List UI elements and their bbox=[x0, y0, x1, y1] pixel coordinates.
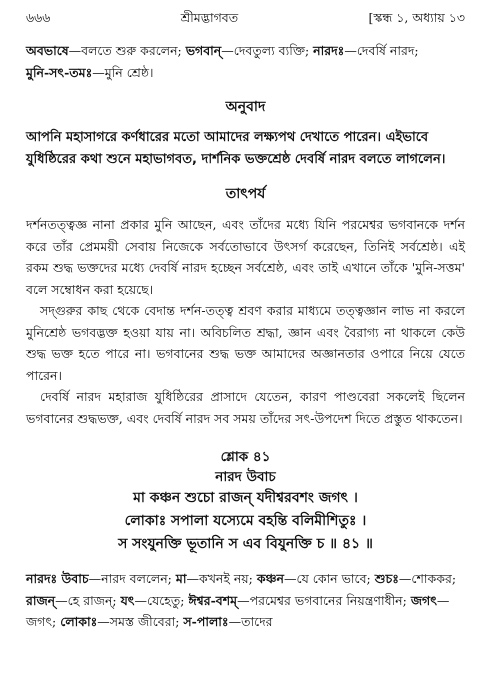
gloss-term: রাজন্‌ bbox=[26, 592, 56, 608]
gloss-term: মুনি-সৎ-তমঃ bbox=[26, 64, 93, 80]
gloss-term: ভগবান্‌ bbox=[185, 43, 222, 58]
gloss-meaning: —কখনই নয়; bbox=[186, 571, 257, 586]
gloss-term: স-পালাঃ bbox=[183, 614, 229, 629]
gloss-term: ঈশ্বর-বশম্‌ bbox=[188, 592, 238, 608]
synonyms-top bbox=[26, 40, 465, 83]
verse-line-3: স সংযুনক্তি ভূতানি স এব বিযুনক্তি চ ॥ ৪১ ॥ bbox=[118, 536, 373, 552]
verse-line-2: লোকাঃ সপালা যস্যেমে বহন্তি বলিমীশিতুঃ । bbox=[124, 513, 367, 529]
translation-text: আপনি মহাসাগরে কর্ণধারের মতো আমাদের লক্ষ্যপথ দেখাতে পারেন। এইভাবে যুধিষ্ঠিরের কথা শুনে মহাভাগবত, দার্শনিক ভক্তশ্রেষ্ঠ দেবর্ষি নারদ বলতে লাগলেন। bbox=[26, 130, 446, 167]
gloss-term: কঞ্চন bbox=[256, 571, 284, 586]
gloss-meaning: —দেবতুল্য ব্যক্তি; bbox=[221, 43, 314, 58]
purport-paragraph-2: সদ্‌গুরুর কাছ থেকে বেদান্ত দর্শন-তত্ত্ব শ্রবণ করার মাধ্যমে তত্ত্বজ্ঞান লাভ না করলে মুনিশ্রেষ্ঠ ভগবদ্ভক্ত হওয়া যায় না। অবিচলিত শ্রদ্ধা, জ্ঞান এবং বৈরাগ্য না থাকলে কেউ শুদ্ধ ভক্ত হতে পারে না। ভগবানের শুদ্ধ ভক্ত আমাদের অজ্ঞানতার ওপারে নিয়ে যেতে পারেন। bbox=[26, 303, 465, 383]
gloss-term: মা bbox=[175, 571, 187, 586]
gloss-meaning: —মুনি শ্রেষ্ঠ। bbox=[92, 64, 154, 80]
gloss-term: অবভাষে bbox=[26, 43, 69, 58]
gloss-meaning: —দেবর্ষি নারদ; bbox=[344, 43, 419, 58]
purport-paragraph-3: দেবর্ষি নারদ মহারাজ যুধিষ্ঠিরের প্রাসাদে যেতেন, কারণ পাণ্ডবেরা সকলেই ছিলেন ভগবানের শুদ্ধভক্ত, এবং দেবর্ষি নারদ সব সময় তাঁদের সৎ-উপদেশ দিতে প্রস্তুত থাকতেন। bbox=[26, 389, 465, 426]
verse-line-1: মা কঞ্চন শুচো রাজন্ যদীশ্বরবশং জগৎ । bbox=[133, 490, 358, 506]
purport-heading: তাৎপর্য bbox=[225, 186, 266, 202]
verse-number: শ্লোক ৪১ bbox=[220, 449, 271, 465]
gloss-term: জগৎ bbox=[410, 592, 437, 608]
translation-heading: অনুবাদ bbox=[225, 99, 266, 115]
verse-block bbox=[26, 447, 465, 556]
gloss-meaning: —বলতে শুরু করলেন; bbox=[68, 43, 186, 58]
gloss-meaning: —তাদের bbox=[228, 614, 273, 629]
gloss-term: যৎ bbox=[120, 592, 135, 608]
gloss-term: লোকাঃ bbox=[60, 614, 98, 629]
synonyms-bottom bbox=[26, 568, 465, 633]
running-header bbox=[26, 10, 465, 30]
gloss-term: নারদঃ bbox=[313, 43, 345, 58]
gloss-term: শুচঃ bbox=[374, 571, 399, 586]
purport-paragraph-1: দর্শনতত্ত্বজ্ঞ নানা প্রকার মুনি আছেন, এবং তাঁদের মধ্যে যিনি পরমেশ্বর ভগবানকে দর্শন করে তাঁর প্রেমময়ী সেবায় নিজেকে সর্বতোভাবে উৎসর্গ করেছেন, তিনিই সর্বশ্রেষ্ঠ। এই রকম শুদ্ধ ভক্তদের মধ্যে দেবর্ষি নারদ হচ্ছেন সর্বশ্রেষ্ঠ, এবং তাই এখানে তাঁকে 'মুনি-সত্তম' বলে সম্বোধন করা হয়েছে। bbox=[26, 217, 465, 297]
book-title: শ্রীমদ্ভাগবত bbox=[180, 10, 239, 25]
section-reference: [স্কন্ধ ১, অধ্যায় ১৩ bbox=[368, 10, 465, 25]
gloss-term: নারদঃ উবাচ bbox=[26, 571, 89, 586]
gloss-meaning: —জগৎ; bbox=[26, 592, 450, 629]
verse-speaker: নারদ উবাচ bbox=[215, 469, 276, 485]
page-number: ৬৬৬ bbox=[26, 10, 51, 25]
gloss-meaning: —হে রাজন্‌; bbox=[55, 592, 121, 608]
gloss-meaning: —যেহেতু; bbox=[134, 592, 189, 608]
gloss-meaning: —সমস্ত জীবেরা; bbox=[97, 614, 184, 629]
gloss-meaning: —পরমেশ্বর ভগবানের নিয়ন্ত্রণাধীন; bbox=[237, 592, 411, 608]
gloss-meaning: —শোককর; bbox=[398, 571, 457, 586]
gloss-meaning: —নারদ বললেন; bbox=[88, 571, 176, 586]
gloss-meaning: —যে কোন ভাবে; bbox=[284, 571, 371, 586]
